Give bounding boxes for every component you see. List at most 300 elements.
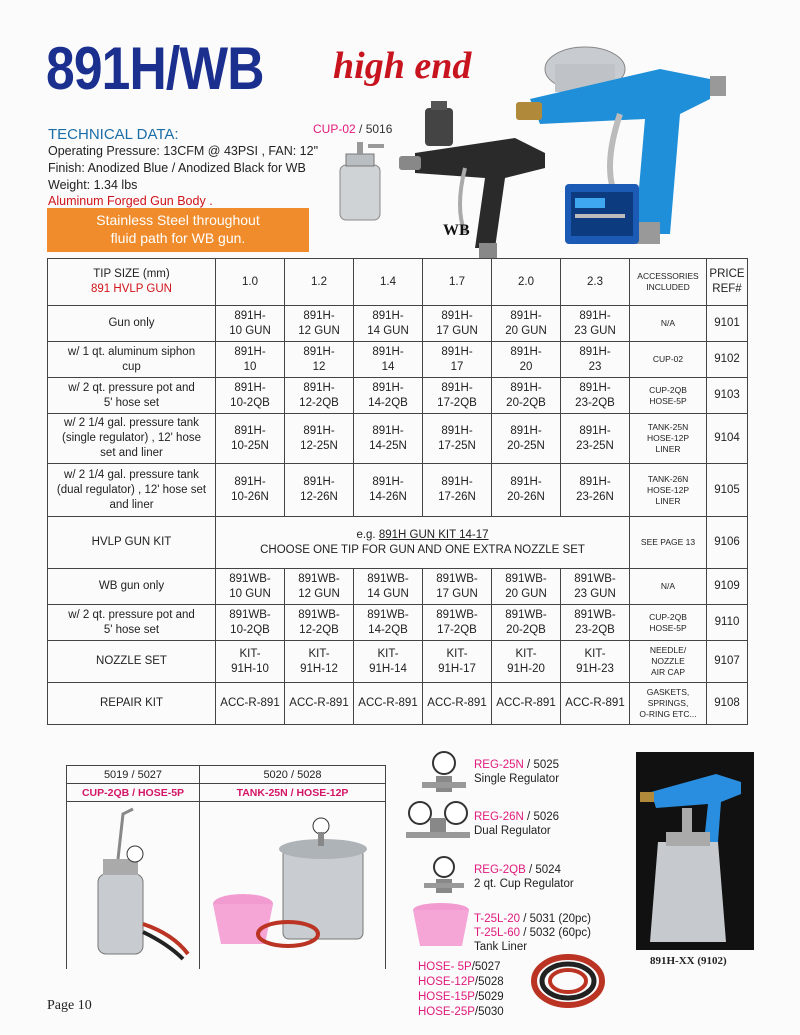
- technical-data-heading: TECHNICAL DATA:: [48, 126, 179, 143]
- model-number-line: KIT-: [446, 647, 468, 660]
- table-row: [48, 306, 748, 342]
- row-description-line: w/ 2 qt. pressure pot and: [68, 381, 195, 394]
- model-number-line: 20-25N: [507, 439, 545, 452]
- table-row: [48, 683, 748, 725]
- accessory-line: NOZZLE: [651, 656, 685, 666]
- accessories-cell: [630, 378, 707, 414]
- pressure-pot-image: [73, 804, 193, 964]
- model-number-line: 14 GUN: [367, 587, 409, 600]
- model-number-line: 891H-: [234, 424, 266, 437]
- model-number-cell: [492, 569, 561, 605]
- model-number-line: 891H-: [441, 476, 473, 488]
- reg-2qb-num: / 5024: [525, 864, 561, 876]
- model-number-line: 91H-12: [300, 662, 338, 675]
- model-number-line: 10-25N: [231, 439, 269, 452]
- accessories-cell: [630, 683, 707, 725]
- model-number-line: KIT-: [515, 647, 537, 660]
- liner-20-num: / 5031 (20pc): [520, 913, 591, 925]
- accessory-line: LINER: [655, 444, 681, 454]
- row-description-line: w/ 2 qt. pressure pot and: [68, 608, 195, 621]
- model-number-cell: [561, 641, 630, 683]
- reg-25n-desc: Single Regulator: [474, 773, 560, 785]
- accessory-line: NEEDLE/: [649, 645, 687, 655]
- liner-20-code: T-25L-20: [474, 913, 521, 925]
- model-number-line: 891H-: [372, 424, 404, 437]
- model-number-line: KIT-: [308, 647, 330, 660]
- model-number-cell: [492, 342, 561, 378]
- model-number-cell: [354, 605, 423, 641]
- model-number-line: 891H-: [441, 381, 473, 394]
- model-number-line: 891H-: [303, 424, 335, 437]
- model-number-cell: [285, 605, 354, 641]
- accessory-line: CUP-2QB: [649, 384, 687, 395]
- table-row: [48, 569, 748, 605]
- model-number-line: ACC-R-891: [427, 697, 487, 709]
- row-description-line: set and liner: [100, 447, 163, 459]
- model-number-cell: [285, 641, 354, 683]
- hose-code: HOSE-15P: [418, 991, 475, 1003]
- row-description-line: w/ 1 qt. aluminum siphon: [67, 345, 196, 358]
- kit-header-1: 5019 / 5027: [67, 766, 200, 784]
- model-number-line: 891H-: [510, 476, 542, 488]
- model-number-cell: [561, 306, 630, 342]
- hose-item: [418, 1005, 504, 1020]
- accessory-line: O-RING ETC...: [639, 709, 697, 719]
- single-regulator-image: [418, 750, 470, 800]
- photo-caption: 891H-XX (9102): [650, 955, 727, 967]
- model-number-cell: [285, 342, 354, 378]
- model-number-line: 91H-20: [507, 662, 545, 675]
- model-number-cell: [423, 414, 492, 464]
- model-number-cell: [354, 683, 423, 725]
- table-row: [48, 414, 748, 464]
- model-number-cell: [216, 378, 285, 414]
- model-number-line: 891H-: [234, 309, 266, 322]
- gun-kit-description: [216, 517, 630, 569]
- model-number-line: 891WB-: [505, 608, 547, 621]
- model-number-line: 10: [243, 360, 257, 373]
- model-number-line: KIT-: [377, 647, 399, 660]
- reg-25n-code: REG-25N: [474, 759, 524, 771]
- row-description: [48, 306, 216, 342]
- ref-label: REF#: [712, 283, 742, 295]
- model-number-line: 891H-: [372, 381, 404, 394]
- kit-header-2: 5020 / 5028: [200, 766, 386, 784]
- row-description-line: REPAIR KIT: [99, 697, 164, 709]
- model-number-line: 891H-: [303, 345, 335, 358]
- model-number-line: 891WB-: [298, 608, 340, 621]
- model-number-line: 17-2QB: [437, 623, 477, 636]
- hose-item: [418, 990, 504, 1005]
- model-number-cell: [423, 378, 492, 414]
- model-number-cell: [561, 569, 630, 605]
- model-number-line: 891H-: [372, 309, 404, 322]
- reg-2qb-item: [474, 863, 574, 891]
- page-title: 891H/WB: [46, 35, 264, 102]
- model-number-cell: [492, 414, 561, 464]
- model-number-line: 891WB-: [574, 572, 616, 585]
- model-number-line: 891H-: [303, 309, 335, 322]
- model-number-cell: [492, 683, 561, 725]
- model-number-line: 23-2QB: [575, 623, 615, 636]
- model-number-line: 10-2QB: [230, 396, 270, 409]
- cup02-label: [313, 122, 392, 136]
- tank-liner-item: [474, 912, 591, 954]
- model-number-cell: [561, 683, 630, 725]
- model-number-line: 891H-: [234, 381, 266, 394]
- model-number-line: 20-2QB: [506, 396, 546, 409]
- model-number-line: ACC-R-891: [496, 697, 556, 709]
- model-number-line: 17-26N: [438, 491, 476, 503]
- model-number-line: 891H-: [303, 381, 335, 394]
- model-number-cell: [492, 378, 561, 414]
- model-number-cell: [285, 306, 354, 342]
- hose-code: HOSE-25P: [418, 1006, 475, 1018]
- model-number-line: 23-26N: [576, 491, 614, 503]
- model-number-line: 14: [381, 360, 395, 373]
- model-number-line: 12-2QB: [299, 396, 339, 409]
- accessory-line: CUP-02: [652, 354, 684, 364]
- liner-60-code: T-25L-60: [474, 927, 521, 939]
- model-number-line: 891WB-: [436, 608, 478, 621]
- hose-item: [418, 975, 504, 990]
- model-number-line: 12-25N: [300, 439, 338, 452]
- subtitle: high end: [333, 45, 472, 87]
- siphon-cup-image: [330, 140, 390, 230]
- table-row: [48, 378, 748, 414]
- gun-photo: [636, 752, 754, 950]
- model-number-cell: [561, 342, 630, 378]
- model-number-line: 891WB-: [436, 572, 478, 585]
- accessory-line: GASKETS,: [646, 687, 690, 697]
- model-number-line: 23: [588, 360, 602, 373]
- model-number-line: 10-2QB: [230, 623, 270, 636]
- model-number-line: 891H-: [510, 309, 542, 322]
- model-number-line: 891WB-: [229, 608, 271, 621]
- hose-num: /5027: [471, 961, 501, 973]
- model-number-line: ACC-R-891: [358, 697, 418, 709]
- model-number-cell: [423, 605, 492, 641]
- model-number-cell: [216, 605, 285, 641]
- row-description: [48, 683, 216, 725]
- model-number-line: 14 GUN: [367, 324, 409, 337]
- hvlp-gun-kit-row: [48, 517, 748, 569]
- accessories-cell: [630, 414, 707, 464]
- price-ref-cell: 9104: [707, 414, 748, 464]
- model-number-cell: [423, 683, 492, 725]
- row-description-line: 5' hose set: [103, 396, 160, 409]
- hose-code: HOSE-12P: [418, 976, 475, 988]
- gun-kit-example-prefix: e.g.: [356, 528, 379, 541]
- reg-25n-num: / 5025: [523, 759, 560, 771]
- model-number-cell: [216, 683, 285, 725]
- model-number-cell: [354, 378, 423, 414]
- model-number-line: KIT-: [239, 647, 261, 660]
- model-number-line: 91H-23: [576, 662, 614, 675]
- row-description: HVLP GUN KIT: [48, 517, 216, 569]
- tip-size-label: TIP SIZE (mm): [93, 268, 170, 280]
- model-number-line: 891WB-: [574, 608, 616, 621]
- model-number-line: 17 GUN: [436, 324, 478, 337]
- model-number-cell: [561, 605, 630, 641]
- hose-item: [418, 960, 504, 975]
- row-description: [48, 569, 216, 605]
- gun-with-cup-image: [636, 752, 754, 950]
- model-number-line: 12: [312, 360, 326, 373]
- hose-code: HOSE- 5P: [418, 961, 472, 973]
- tip-1-0: 1.0: [216, 259, 285, 306]
- reg-2qb-code: REG-2QB: [474, 864, 526, 876]
- model-number-cell: [492, 464, 561, 517]
- liner-desc: Tank Liner: [474, 941, 528, 953]
- dual-regulator-image: [402, 800, 474, 850]
- tip-1-2: 1.2: [285, 259, 354, 306]
- pressure-tank-image: [203, 804, 383, 964]
- model-number-cell: [216, 414, 285, 464]
- kit-product-1: CUP-2QB / HOSE-5P: [67, 784, 200, 802]
- gun-kit-instructions: CHOOSE ONE TIP FOR GUN AND ONE EXTRA NOZZLE SET: [260, 543, 585, 556]
- price-ref-header: [707, 259, 748, 306]
- tip-1-4: 1.4: [354, 259, 423, 306]
- model-number-line: 891H-: [579, 476, 611, 488]
- accessory-line: HOSE-5P: [649, 622, 687, 633]
- model-number-cell: [561, 378, 630, 414]
- tank-liner-image: [410, 902, 472, 950]
- model-number-line: 23-25N: [576, 439, 614, 452]
- accessories-cell: [630, 306, 707, 342]
- model-number-line: 891WB-: [229, 572, 271, 585]
- table-row: [48, 605, 748, 641]
- model-number-line: 12-26N: [300, 491, 338, 503]
- model-number-line: 891H-: [441, 424, 473, 437]
- accessories-cell: [630, 569, 707, 605]
- row-description: [48, 464, 216, 517]
- model-number-cell: [561, 464, 630, 517]
- row-description: [48, 641, 216, 683]
- model-number-cell: [285, 378, 354, 414]
- model-number-line: 20: [519, 360, 533, 373]
- tip-size-header: [48, 259, 216, 306]
- accessories-label-2: INCLUDED: [646, 282, 690, 292]
- kit-table: [66, 765, 386, 969]
- row-description-line: cup: [122, 360, 141, 373]
- model-number-line: 891H-: [234, 345, 266, 358]
- accessory-line: TANK-26N: [647, 473, 689, 484]
- hose-num: /5029: [474, 991, 504, 1003]
- hose-coil-image: [528, 950, 608, 1012]
- kit-product-2: TANK-25N / HOSE-12P: [200, 784, 386, 802]
- accessory-line: TANK-25N: [647, 422, 689, 432]
- model-number-line: 891WB-: [367, 608, 409, 621]
- gun-kit-example-link: 891H GUN KIT 14-17: [378, 528, 489, 541]
- accessories-cell: [630, 464, 707, 517]
- row-description: [48, 414, 216, 464]
- model-number-line: 10 GUN: [229, 587, 271, 600]
- accessories-cell: SEE PAGE 13: [630, 517, 707, 569]
- model-number-line: 891H-: [510, 424, 542, 437]
- row-description-line: (dual regulator) , 12' hose set: [56, 483, 207, 496]
- model-number-line: 891H-: [372, 345, 404, 358]
- model-number-cell: [423, 342, 492, 378]
- model-number-line: 891H-: [303, 476, 335, 488]
- model-number-cell: [354, 569, 423, 605]
- model-number-line: 91H-17: [438, 662, 476, 675]
- model-number-cell: [285, 414, 354, 464]
- gun-kit-example: [218, 528, 627, 543]
- row-description: [48, 605, 216, 641]
- model-number-line: 891H-: [441, 309, 473, 322]
- accessories-cell: [630, 342, 707, 378]
- model-number-cell: [216, 306, 285, 342]
- model-number-cell: [492, 306, 561, 342]
- tip-2-0: 2.0: [492, 259, 561, 306]
- tip-1-7: 1.7: [423, 259, 492, 306]
- price-ref-cell: 9105: [707, 464, 748, 517]
- hose-list: [418, 960, 504, 1020]
- aluminum-body-note: Aluminum Forged Gun Body .: [48, 194, 213, 208]
- model-number-line: 891H-: [510, 345, 542, 358]
- model-number-line: 14-25N: [369, 439, 407, 452]
- model-number-cell: [561, 414, 630, 464]
- price-ref-cell: 9107: [707, 641, 748, 683]
- row-description-line: WB gun only: [98, 580, 165, 592]
- cup-regulator-image: [418, 855, 470, 900]
- accessory-line: N/A: [660, 581, 676, 591]
- model-number-line: 891H-: [234, 476, 266, 488]
- model-number-cell: [216, 569, 285, 605]
- model-number-cell: [354, 641, 423, 683]
- model-number-line: 12 GUN: [298, 587, 340, 600]
- price-ref-cell: 9109: [707, 569, 748, 605]
- model-number-line: 14-2QB: [368, 396, 408, 409]
- row-description-line: (single regulator) , 12' hose: [62, 432, 201, 444]
- reg-26n-desc: Dual Regulator: [474, 825, 551, 837]
- reg-25n-item: [474, 758, 559, 786]
- model-number-cell: [423, 569, 492, 605]
- row-description-line: 5' hose set: [103, 623, 160, 636]
- model-number-line: 10-26N: [231, 491, 269, 503]
- liner-60-num: / 5032 (60pc): [520, 927, 591, 939]
- model-number-line: 91H-14: [369, 662, 407, 675]
- model-number-line: KIT-: [584, 647, 606, 660]
- accessory-line: HOSE-12P: [646, 484, 690, 495]
- accessories-label-1: ACCESSORIES: [637, 271, 699, 281]
- model-number-line: 891H-: [579, 309, 611, 322]
- model-number-cell: [354, 464, 423, 517]
- pressure-pot-photo-cell: [67, 802, 200, 970]
- table-row: [48, 464, 748, 517]
- model-number-line: 891H-: [579, 381, 611, 394]
- model-number-line: 14-2QB: [368, 623, 408, 636]
- price-ref-cell: 9106: [707, 517, 748, 569]
- finish-spec: Finish: Anodized Blue / Anodized Black for WB: [48, 161, 306, 175]
- model-number-line: 891WB-: [505, 572, 547, 585]
- model-number-cell: [216, 342, 285, 378]
- model-number-cell: [423, 464, 492, 517]
- operating-pressure: Operating Pressure: 13CFM @ 43PSI , FAN: 12": [48, 144, 319, 158]
- model-number-cell: [354, 342, 423, 378]
- price-ref-cell: 9102: [707, 342, 748, 378]
- accessory-line: SPRINGS,: [647, 698, 689, 708]
- model-number-line: 891H-: [579, 345, 611, 358]
- model-number-line: 20 GUN: [505, 587, 547, 600]
- row-description: [48, 342, 216, 378]
- model-number-line: 23-2QB: [575, 396, 615, 409]
- row-description-line: and liner: [109, 498, 154, 511]
- row-description-line: Gun only: [108, 317, 155, 329]
- accessories-header: [630, 259, 707, 306]
- accessories-cell: [630, 605, 707, 641]
- model-number-cell: [492, 641, 561, 683]
- price-ref-cell: 9103: [707, 378, 748, 414]
- model-number-line: 17-25N: [438, 439, 476, 452]
- accessory-line: HOSE-12P: [646, 433, 690, 443]
- row-description-line: w/ 2 1/4 gal. pressure tank: [64, 468, 199, 481]
- model-number-line: 20 GUN: [505, 324, 547, 337]
- price-ref-cell: 9101: [707, 306, 748, 342]
- accessory-line: HOSE-5P: [649, 395, 687, 406]
- stainless-steel-banner: [47, 208, 309, 252]
- row-description-line: NOZZLE SET: [96, 655, 167, 667]
- model-number-line: 891WB-: [298, 572, 340, 585]
- model-number-line: 17: [450, 360, 464, 373]
- row-description: [48, 378, 216, 414]
- reg-26n-num: / 5026: [523, 811, 560, 823]
- accessory-line: AIR CAP: [650, 667, 685, 677]
- hose-num: /5028: [474, 976, 504, 988]
- model-number-cell: [216, 464, 285, 517]
- model-number-line: 23 GUN: [574, 587, 616, 600]
- cup02-number: / 5016: [355, 122, 393, 136]
- pressure-tank-photo-cell: [200, 802, 386, 970]
- accessory-line: LINER: [655, 495, 681, 506]
- stainless-line-2: fluid path for WB gun.: [110, 230, 246, 246]
- tip-2-3: 2.3: [561, 259, 630, 306]
- model-number-line: ACC-R-891: [289, 697, 349, 709]
- model-number-line: 14-26N: [369, 491, 407, 503]
- model-number-line: 91H-10: [231, 662, 269, 675]
- page-number: Page 10: [47, 998, 92, 1013]
- gun-name-label: 891 HVLP GUN: [91, 283, 172, 295]
- model-number-line: 17 GUN: [436, 587, 478, 600]
- cup02-code: CUP-02: [313, 122, 356, 136]
- accessories-cell: [630, 641, 707, 683]
- reg-26n-code: REG-26N: [474, 811, 524, 823]
- model-number-cell: [354, 306, 423, 342]
- price-ref-cell: 9110: [707, 605, 748, 641]
- model-number-line: 891WB-: [367, 572, 409, 585]
- model-number-line: 891H-: [579, 424, 611, 437]
- model-number-cell: [354, 414, 423, 464]
- table-row: [48, 641, 748, 683]
- model-number-line: 10 GUN: [229, 324, 271, 337]
- model-number-cell: [285, 569, 354, 605]
- model-number-line: 23 GUN: [574, 324, 616, 337]
- reg-2qb-desc: 2 qt. Cup Regulator: [474, 878, 574, 890]
- price-label: PRICE: [709, 268, 745, 280]
- model-number-line: 891H-: [372, 476, 404, 488]
- model-number-cell: [216, 641, 285, 683]
- price-table: [47, 258, 748, 725]
- table-row: [48, 342, 748, 378]
- weight-spec: Weight: 1.34 lbs: [48, 178, 138, 192]
- gun-kit-case-image: [563, 176, 643, 246]
- model-number-cell: [492, 605, 561, 641]
- model-number-cell: [423, 306, 492, 342]
- model-number-line: ACC-R-891: [565, 697, 625, 709]
- model-number-cell: [285, 464, 354, 517]
- accessory-line: N/A: [660, 318, 676, 328]
